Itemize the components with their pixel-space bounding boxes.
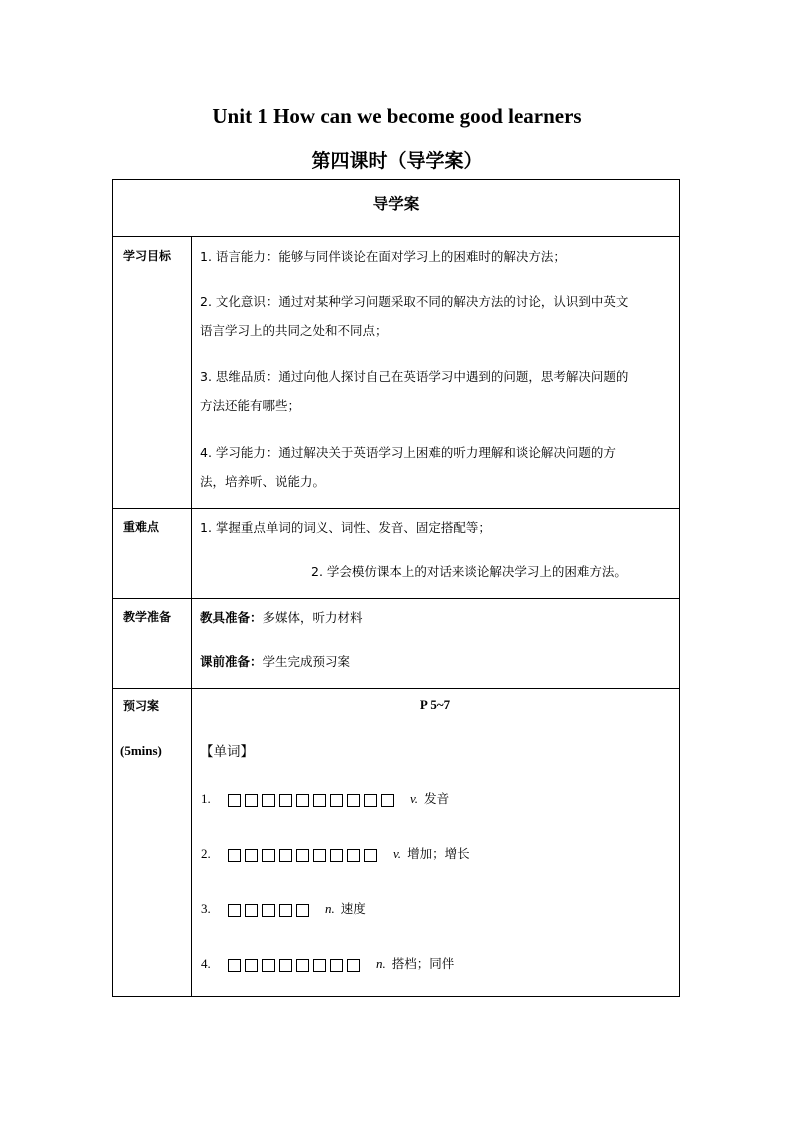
word-meaning: 搭档；同伴 xyxy=(391,956,455,971)
vocab-item xyxy=(201,844,470,862)
objective-line: 2. 文化意识：通过对某种学习问题采取不同的解决方法的讨论，认识到中英文 xyxy=(200,294,629,309)
objective-line: 法，培养听、说能力。 xyxy=(200,474,326,489)
objective-line: 3. 思维品质：通过向他人探讨自己在英语学习中遇到的问题，思考解决问题的 xyxy=(200,369,629,384)
row-divider xyxy=(113,598,679,599)
part-of-speech: v. xyxy=(410,791,419,806)
part-of-speech: n. xyxy=(376,956,386,971)
row-divider xyxy=(113,508,679,509)
letter-box[interactable] xyxy=(279,794,292,807)
letter-box[interactable] xyxy=(313,794,326,807)
letter-box[interactable] xyxy=(245,849,258,862)
letter-box[interactable] xyxy=(296,849,309,862)
word-meaning: 增加；增长 xyxy=(407,846,470,861)
letter-box[interactable] xyxy=(296,959,309,972)
letter-box[interactable] xyxy=(279,959,292,972)
part-of-speech: n. xyxy=(325,901,335,916)
key-point-line: 1. 掌握重点单词的词义、词性、发音、固定搭配等； xyxy=(200,520,491,535)
document-title: Unit 1 How can we become good learners xyxy=(212,104,582,128)
letter-box[interactable] xyxy=(279,904,292,917)
letter-box[interactable] xyxy=(330,794,343,807)
objective-line: 1. 语言能力：能够与同伴谈论在面对学习上的困难时的解决方法； xyxy=(200,249,566,264)
preview-label: 预习案 xyxy=(123,699,160,713)
tools-value: 多媒体，听力材料 xyxy=(262,610,363,625)
word-meaning: 发音 xyxy=(424,791,450,806)
letter-box[interactable] xyxy=(330,959,343,972)
page-range: P 5~7 xyxy=(419,697,451,712)
guide-table xyxy=(112,179,680,997)
tools-label: 教具准备： xyxy=(200,610,263,625)
answer-boxes[interactable] xyxy=(228,792,398,807)
vocab-item xyxy=(201,789,449,807)
letter-box[interactable] xyxy=(262,904,275,917)
letter-box[interactable] xyxy=(228,959,241,972)
vocab-section-title: 【单词】 xyxy=(200,744,254,760)
lesson-subtitle: 第四课时（导学案） xyxy=(311,150,483,172)
vocab-number: 1. xyxy=(201,791,211,806)
letter-box[interactable] xyxy=(296,904,309,917)
letter-box[interactable] xyxy=(245,959,258,972)
preview-time: (5mins) xyxy=(120,743,162,758)
letter-box[interactable] xyxy=(228,904,241,917)
key-points-label: 重难点 xyxy=(123,520,160,534)
pre-class-preparation xyxy=(200,652,350,670)
table-header: 导学案 xyxy=(372,195,420,213)
answer-boxes[interactable] xyxy=(228,847,381,862)
vocab-item xyxy=(201,899,366,917)
letter-box[interactable] xyxy=(330,849,343,862)
letter-box[interactable] xyxy=(262,794,275,807)
pre-class-label: 课前准备： xyxy=(200,654,263,669)
pre-class-value: 学生完成预习案 xyxy=(262,654,351,669)
letter-box[interactable] xyxy=(364,794,377,807)
row-divider xyxy=(113,236,679,237)
letter-box[interactable] xyxy=(347,849,360,862)
answer-boxes[interactable] xyxy=(228,902,313,917)
letter-box[interactable] xyxy=(228,849,241,862)
vocab-item xyxy=(201,954,454,972)
letter-box[interactable] xyxy=(313,849,326,862)
letter-box[interactable] xyxy=(347,959,360,972)
vocab-number: 3. xyxy=(201,901,211,916)
letter-box[interactable] xyxy=(313,959,326,972)
column-divider xyxy=(191,237,192,996)
letter-box[interactable] xyxy=(364,849,377,862)
objective-line: 4. 学习能力：通过解决关于英语学习上困难的听力理解和谈论解决问题的方 xyxy=(200,445,616,460)
word-meaning: 速度 xyxy=(340,901,366,916)
preparation-label: 教学准备 xyxy=(123,610,172,624)
tools-preparation xyxy=(200,608,363,626)
vocab-number: 4. xyxy=(201,956,211,971)
row-divider xyxy=(113,688,679,689)
letter-box[interactable] xyxy=(245,904,258,917)
letter-box[interactable] xyxy=(279,849,292,862)
letter-box[interactable] xyxy=(296,794,309,807)
letter-box[interactable] xyxy=(245,794,258,807)
letter-box[interactable] xyxy=(262,959,275,972)
answer-boxes[interactable] xyxy=(228,957,364,972)
letter-box[interactable] xyxy=(262,849,275,862)
objective-line: 语言学习上的共同之处和不同点； xyxy=(200,323,388,338)
letter-box[interactable] xyxy=(228,794,241,807)
objectives-label: 学习目标 xyxy=(123,249,172,263)
vocab-number: 2. xyxy=(201,846,211,861)
letter-box[interactable] xyxy=(381,794,394,807)
objective-line: 方法还能有哪些； xyxy=(200,398,301,413)
letter-box[interactable] xyxy=(347,794,360,807)
part-of-speech: v. xyxy=(393,846,402,861)
key-point-line: 2. 学会模仿课本上的对话来谈论解决学习上的困难方法。 xyxy=(311,564,627,579)
